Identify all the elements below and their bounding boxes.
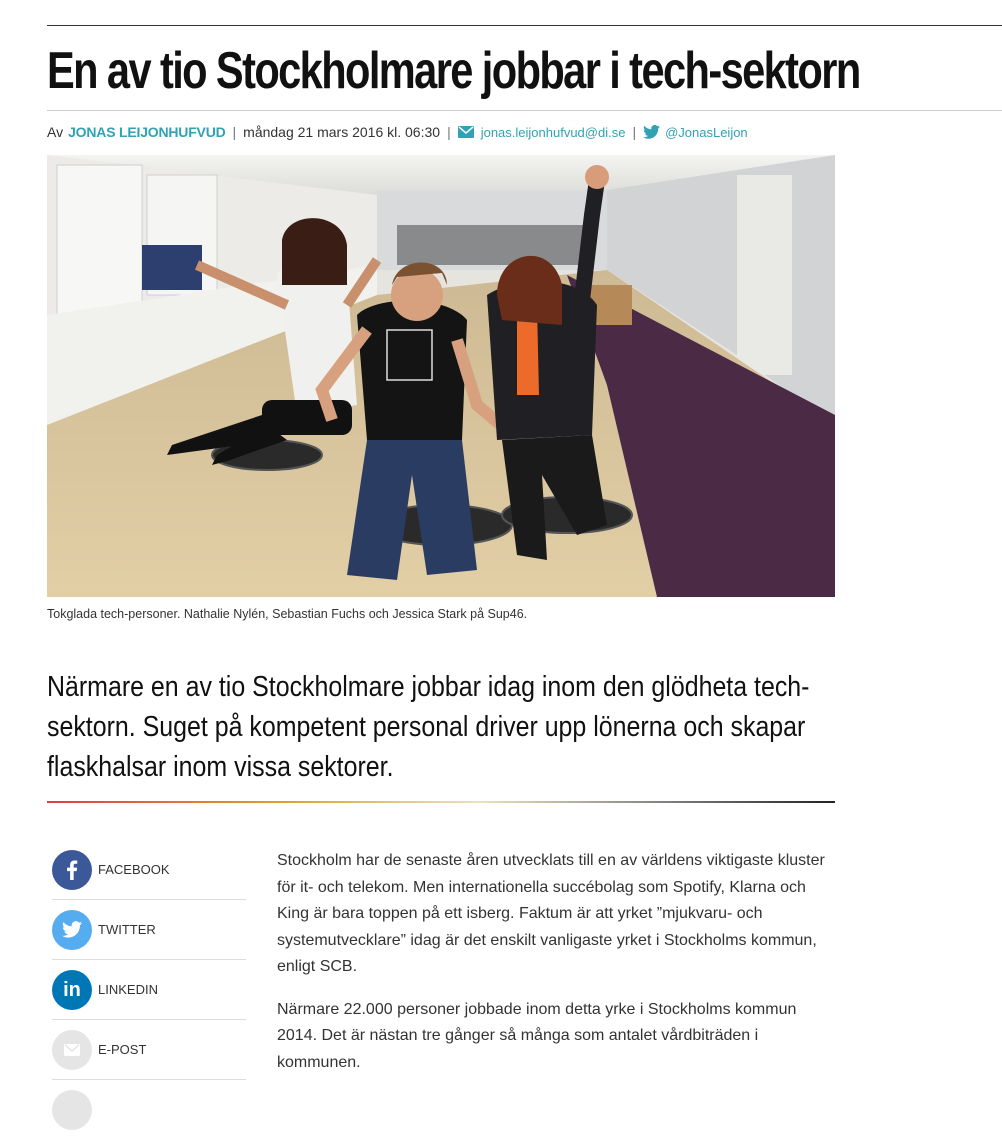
article-body: [277, 848, 837, 1092]
body-paragraph: Närmare 22.000 personer jobbade inom detta yrke i Stockholms kommun 2014. Det är nästan tre gånger så många som antalet vårdbiträden i kommunen.: [277, 1000, 797, 1071]
author-twitter-link[interactable]: @JonasLeijon: [665, 124, 748, 140]
facebook-icon: [52, 850, 92, 890]
article-hero-image: [47, 155, 835, 597]
byline-separator: |: [447, 124, 451, 140]
mail-icon: [52, 1030, 92, 1070]
share-linkedin-button[interactable]: [52, 960, 246, 1020]
byline-prefix: Av: [47, 124, 64, 140]
share-linkedin-label: LINKEDIN: [98, 982, 158, 997]
share-twitter-label: TWITTER: [98, 922, 156, 937]
article-lead: Närmare en av tio Stockholmare jobbar idag inom den glödheta tech-sektorn. Suget på kompetent personal driver upp lönerna och skapar flaskhalsar inom vissa sektorer.: [47, 671, 810, 783]
share-panel: [52, 840, 246, 1139]
image-caption: Tokglada tech-personer. Nathalie Nylén, Sebastian Fuchs och Jessica Stark på Sup46.: [47, 607, 528, 621]
twitter-icon: [52, 910, 92, 950]
share-email-label: E-POST: [98, 1042, 147, 1057]
share-twitter-button[interactable]: [52, 900, 246, 960]
twitter-icon: [643, 125, 660, 139]
publish-date: måndag 21 mars 2016 kl. 06:30: [243, 124, 441, 140]
byline-separator: |: [232, 124, 237, 140]
share-facebook-label: FACEBOOK: [98, 862, 170, 877]
more-icon: [52, 1090, 92, 1130]
author-email-link[interactable]: jonas.leijonhufvud@di.se: [480, 124, 626, 140]
top-divider: [47, 25, 1002, 26]
linkedin-icon: in: [52, 970, 92, 1010]
share-more-button[interactable]: [52, 1080, 246, 1139]
article-headline: En av tio Stockholmare jobbar i tech-sektorn: [47, 42, 860, 100]
byline: [47, 123, 748, 141]
headline-divider: [47, 110, 1002, 111]
lead-divider: [47, 801, 835, 803]
byline-separator: |: [632, 124, 637, 140]
author-link[interactable]: JONAS LEIJONHUFVUD: [68, 124, 226, 140]
share-email-button[interactable]: [52, 1020, 246, 1080]
mail-icon: [458, 126, 474, 138]
body-paragraph: Stockholm har de senaste åren utvecklats till en av världens viktigaste kluster för it- och telekom. Men internationella succébolag som Spotify, Klarna och King är bara toppen på ett isberg. Faktum är att yrket ”mjukvaru- och systemutvecklare” idag är det enskilt vanligaste yrket i Stockholms kommun, enligt SCB.: [277, 852, 825, 975]
share-facebook-button[interactable]: [52, 840, 246, 900]
